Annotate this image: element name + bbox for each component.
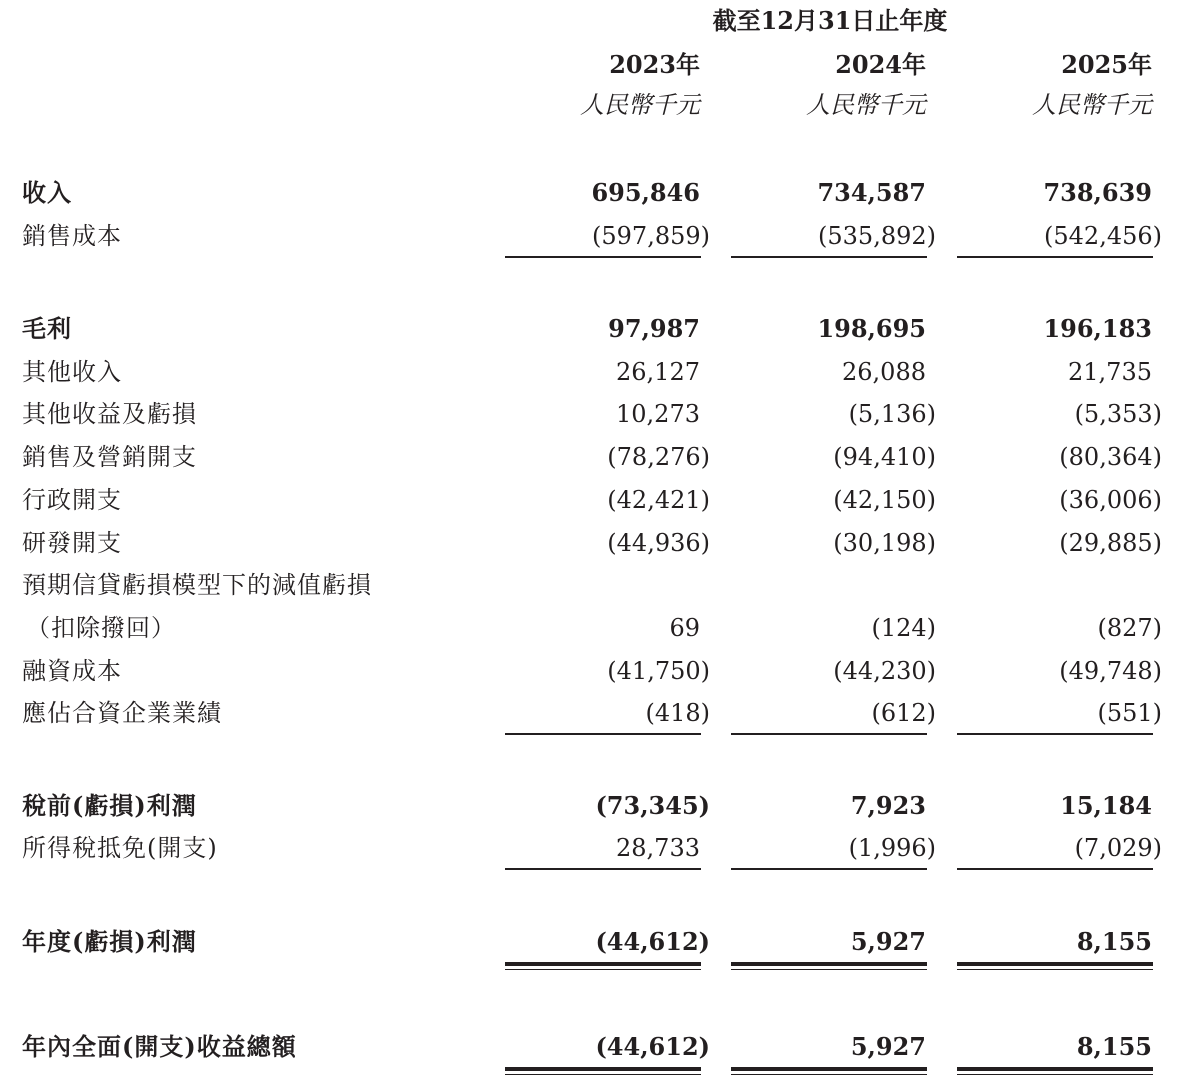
- total-double-rule: [505, 962, 701, 970]
- period-header: 截至12月31日止年度: [712, 6, 948, 35]
- value-2024: (535,892): [818, 222, 936, 250]
- year-header-2024: 2024年: [835, 50, 926, 79]
- value-2023: 10,273: [616, 400, 700, 428]
- table-row-impairment: [0, 610, 1190, 646]
- value-2024: (1,996): [848, 834, 936, 862]
- value-2025: (49,748): [1059, 657, 1162, 685]
- total-double-rule: [731, 1067, 927, 1075]
- row-label: 毛利: [22, 314, 72, 343]
- value-2025: 8,155: [1076, 927, 1152, 956]
- value-2023: 26,127: [616, 358, 700, 386]
- value-2025: 21,735: [1068, 358, 1152, 386]
- row-label: 銷售及營銷開支: [22, 443, 197, 471]
- value-2023: (78,276): [607, 443, 710, 471]
- subtotal-rule: [957, 256, 1153, 258]
- table-row-research-development: [0, 525, 1190, 561]
- value-2023: 69: [669, 614, 700, 642]
- table-row-share-of-jv: [0, 695, 1190, 731]
- row-label: 其他收入: [22, 358, 122, 386]
- value-2025: (827): [1097, 614, 1162, 642]
- value-2023: (44,612): [595, 927, 710, 956]
- value-2024: (30,198): [833, 529, 936, 557]
- total-double-rule: [505, 1067, 701, 1075]
- value-2023: 97,987: [608, 314, 700, 343]
- subtotal-rule: [957, 868, 1153, 870]
- value-2023: 28,733: [616, 834, 700, 862]
- row-label: 預期信貸虧損模型下的減值虧損: [22, 571, 372, 599]
- value-2025: (80,364): [1059, 443, 1162, 471]
- table-row-impairment-label: [0, 567, 1190, 603]
- value-2024: 7,923: [850, 791, 926, 820]
- table-row-total-comprehensive-income: [0, 1029, 1190, 1065]
- subtotal-rule: [957, 733, 1153, 735]
- value-2025: 15,184: [1060, 791, 1152, 820]
- table-row-selling-marketing: [0, 439, 1190, 475]
- value-2023: (44,936): [607, 529, 710, 557]
- year-header-2023: 2023年: [609, 50, 700, 79]
- unit-label: 人民幣千元: [580, 91, 700, 119]
- year-header-2025: 2025年: [1061, 50, 1152, 79]
- table-row-cost-of-sales: [0, 218, 1190, 254]
- value-2025: 8,155: [1076, 1032, 1152, 1061]
- row-label: 其他收益及虧損: [22, 400, 197, 428]
- value-2025: (551): [1097, 699, 1162, 727]
- value-2024: (612): [871, 699, 936, 727]
- unit-label: 人民幣千元: [1032, 91, 1152, 119]
- value-2024: (42,150): [833, 486, 936, 514]
- total-double-rule: [957, 1067, 1153, 1075]
- value-2024: 5,927: [850, 1032, 926, 1061]
- unit-label: 人民幣千元: [806, 91, 926, 119]
- value-2025: 738,639: [1043, 178, 1152, 207]
- value-2025: (5,353): [1074, 400, 1162, 428]
- value-2023: (42,421): [607, 486, 710, 514]
- total-double-rule: [731, 962, 927, 970]
- table-row-profit-for-year: [0, 924, 1190, 960]
- value-2025: (7,029): [1074, 834, 1162, 862]
- row-label: 行政開支: [22, 486, 122, 514]
- row-label: （扣除撥回）: [26, 614, 176, 642]
- row-label: 年內全面(開支)收益總額: [22, 1032, 297, 1061]
- subtotal-rule: [505, 256, 701, 258]
- value-2023: (73,345): [595, 791, 710, 820]
- row-label: 融資成本: [22, 657, 122, 685]
- table-row-other-income: [0, 354, 1190, 390]
- value-2024: (44,230): [833, 657, 936, 685]
- value-2025: 196,183: [1043, 314, 1152, 343]
- value-2024: (124): [871, 614, 936, 642]
- value-2024: 734,587: [817, 178, 926, 207]
- subtotal-rule: [731, 256, 927, 258]
- row-label: 應佔合資企業業績: [22, 699, 222, 727]
- row-label: 所得稅抵免(開支): [22, 834, 218, 862]
- table-row-profit-before-tax: [0, 788, 1190, 824]
- value-2025: (36,006): [1059, 486, 1162, 514]
- value-2023: (597,859): [592, 222, 710, 250]
- row-label: 年度(虧損)利潤: [22, 927, 197, 956]
- value-2024: (5,136): [848, 400, 936, 428]
- value-2024: (94,410): [833, 443, 936, 471]
- row-label: 收入: [22, 178, 72, 207]
- value-2024: 26,088: [842, 358, 926, 386]
- value-2023: (41,750): [607, 657, 710, 685]
- value-2025: (542,456): [1044, 222, 1162, 250]
- value-2024: 5,927: [850, 927, 926, 956]
- table-row-revenue: [0, 175, 1190, 211]
- subtotal-rule: [505, 868, 701, 870]
- value-2025: (29,885): [1059, 529, 1162, 557]
- value-2023: (44,612): [595, 1032, 710, 1061]
- subtotal-rule: [505, 733, 701, 735]
- value-2023: (418): [645, 699, 710, 727]
- table-row-income-tax: [0, 830, 1190, 866]
- subtotal-rule: [731, 868, 927, 870]
- value-2024: 198,695: [817, 314, 926, 343]
- subtotal-rule: [731, 733, 927, 735]
- value-2023: 695,846: [591, 178, 700, 207]
- row-label: 研發開支: [22, 529, 122, 557]
- table-row-gross-profit: [0, 311, 1190, 347]
- table-row-finance-costs: [0, 653, 1190, 689]
- row-label: 稅前(虧損)利潤: [22, 791, 197, 820]
- table-row-administrative: [0, 482, 1190, 518]
- row-label: 銷售成本: [22, 222, 122, 250]
- table-row-other-gains-losses: [0, 396, 1190, 432]
- total-double-rule: [957, 962, 1153, 970]
